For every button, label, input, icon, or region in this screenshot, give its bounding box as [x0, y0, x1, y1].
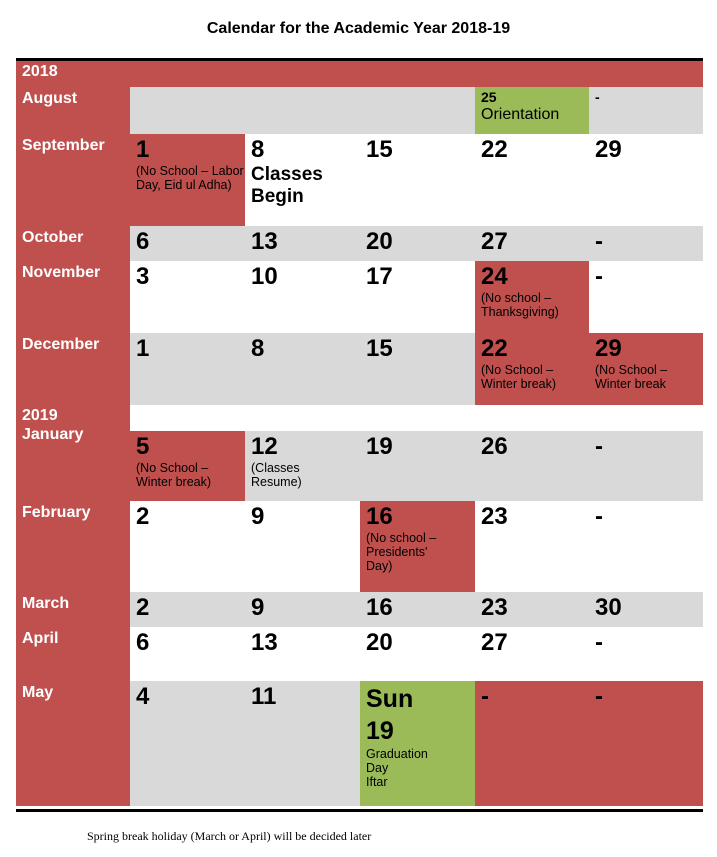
calendar-row-october — [16, 226, 703, 261]
month-label: October — [16, 226, 130, 261]
day-cell — [475, 431, 589, 501]
day-cell — [130, 681, 245, 806]
day-cell — [589, 226, 703, 261]
day-number: 9 — [251, 503, 265, 530]
day-number: Sun 19 — [366, 685, 414, 745]
day-cell — [245, 627, 360, 681]
day-cell — [130, 501, 245, 592]
day-cell — [475, 134, 589, 226]
day-cell — [475, 627, 589, 681]
day-cell-graduation — [360, 681, 475, 806]
day-cell — [360, 134, 475, 226]
day-note: Iftar — [366, 775, 388, 789]
day-cell — [589, 333, 703, 405]
calendar-row-march — [16, 592, 703, 627]
day-cell — [360, 431, 475, 501]
month-label: September — [16, 134, 130, 226]
day-number: 8 — [251, 335, 265, 362]
day-number: 19 — [366, 433, 393, 460]
month-label: February — [16, 501, 130, 592]
day-number: 16 — [366, 503, 393, 530]
day-cell — [589, 627, 703, 681]
day-number: - — [595, 89, 600, 105]
day-cell — [245, 681, 360, 806]
day-cell — [589, 134, 703, 226]
day-cell — [589, 87, 703, 134]
day-cell — [360, 501, 475, 592]
day-number: 11 — [251, 683, 277, 710]
day-note: Classes Begin — [251, 164, 323, 207]
day-number: 17 — [366, 263, 393, 290]
day-number: 23 — [481, 594, 508, 621]
day-number: - — [595, 629, 603, 656]
day-number: 20 — [366, 629, 393, 656]
day-cell — [475, 261, 589, 333]
day-number: 6 — [136, 228, 150, 255]
day-number: - — [481, 683, 489, 710]
day-number: 27 — [481, 228, 508, 255]
page-title: Calendar for the Academic Year 2018-19 — [206, 20, 511, 37]
day-number: - — [595, 683, 603, 710]
day-number: - — [595, 263, 603, 290]
day-note: (No school – Presidents' Day) — [366, 531, 437, 573]
day-number: 23 — [481, 503, 508, 530]
day-cell — [475, 681, 589, 806]
day-cell — [360, 226, 475, 261]
day-note: (No school – Thanksgiving) — [481, 291, 559, 319]
month-label: November — [16, 261, 130, 333]
day-cell-empty — [130, 87, 475, 134]
day-number: 1 — [136, 335, 150, 362]
footnote: Spring break holiday (March or April) will be decided later — [87, 829, 372, 843]
calendar-row-november — [16, 261, 703, 333]
month-label: April — [16, 627, 130, 681]
calendar-row-april — [16, 627, 703, 681]
day-number: 15 — [366, 136, 393, 163]
day-number: 22 — [481, 136, 508, 163]
day-number: - — [595, 433, 603, 460]
day-number: 13 — [251, 629, 278, 656]
day-cell — [475, 226, 589, 261]
day-number: 6 — [136, 629, 150, 656]
year-label-2018: 2018 — [16, 61, 703, 87]
day-number: 2 — [136, 503, 150, 530]
spacer — [589, 405, 703, 431]
day-cell — [475, 333, 589, 405]
calendar-table — [16, 58, 703, 812]
day-cell — [130, 226, 245, 261]
day-note: Graduation Day — [366, 747, 428, 775]
day-number: 9 — [251, 594, 265, 621]
month-label: January — [22, 426, 84, 443]
calendar-row-december — [16, 333, 703, 405]
day-cell — [589, 261, 703, 333]
day-number: 26 — [481, 433, 508, 460]
day-number: 29 — [595, 335, 622, 362]
day-cell — [589, 501, 703, 592]
day-cell — [360, 592, 475, 627]
day-number: - — [595, 503, 603, 530]
day-number: 10 — [251, 263, 278, 290]
day-note: (No School – Winter break — [595, 363, 668, 391]
day-cell — [245, 333, 360, 405]
day-cell — [589, 431, 703, 501]
day-cell — [360, 333, 475, 405]
day-number: 3 — [136, 263, 150, 290]
month-label: December — [16, 333, 130, 405]
month-label: May — [16, 681, 130, 806]
day-number: 8 — [251, 136, 265, 163]
day-number: 1 — [136, 136, 150, 163]
day-cell — [245, 592, 360, 627]
day-number: 25 — [481, 89, 497, 105]
calendar-row-january — [16, 405, 703, 501]
day-cell — [130, 134, 245, 226]
calendar-row-may — [16, 681, 703, 806]
day-cell — [130, 592, 245, 627]
day-cell — [130, 431, 245, 501]
calendar-row-august — [16, 87, 703, 134]
day-number: 12 — [251, 433, 278, 460]
day-number: 15 — [366, 335, 393, 362]
day-note: (No School – Labor Day, Eid ul Adha) — [136, 164, 244, 192]
day-number: 27 — [481, 629, 508, 656]
day-cell — [475, 501, 589, 592]
day-cell — [130, 333, 245, 405]
day-cell — [130, 627, 245, 681]
day-cell — [245, 134, 360, 226]
spacer — [130, 405, 475, 431]
day-number: - — [595, 228, 603, 255]
day-number: 20 — [366, 228, 393, 255]
day-number: 30 — [595, 594, 622, 621]
day-cell — [475, 87, 589, 134]
day-note: (Classes Resume) — [251, 461, 302, 489]
day-note: Orientation — [481, 106, 560, 123]
calendar-row-february — [16, 501, 703, 592]
day-number: 2 — [136, 594, 150, 621]
day-cell — [589, 681, 703, 806]
day-cell — [245, 226, 360, 261]
day-number: 13 — [251, 228, 278, 255]
day-cell — [360, 627, 475, 681]
day-cell — [475, 592, 589, 627]
day-number: 5 — [136, 433, 150, 460]
day-number: 29 — [595, 136, 622, 163]
day-number: 4 — [136, 683, 150, 710]
day-number: 24 — [481, 263, 508, 290]
day-cell — [360, 261, 475, 333]
day-note: (No School – Winter break) — [481, 363, 557, 391]
day-number: 22 — [481, 335, 508, 362]
day-cell — [245, 501, 360, 592]
day-cell — [245, 261, 360, 333]
day-cell — [589, 592, 703, 627]
day-cell — [130, 261, 245, 333]
month-label: March — [16, 592, 130, 627]
day-note: (No School – Winter break) — [136, 461, 212, 489]
month-label-block — [16, 405, 130, 501]
year-label-2019: 2019 — [22, 407, 58, 424]
month-label: August — [16, 87, 130, 134]
calendar-row-september — [16, 134, 703, 226]
day-number: 16 — [366, 594, 393, 621]
day-cell — [245, 431, 360, 501]
